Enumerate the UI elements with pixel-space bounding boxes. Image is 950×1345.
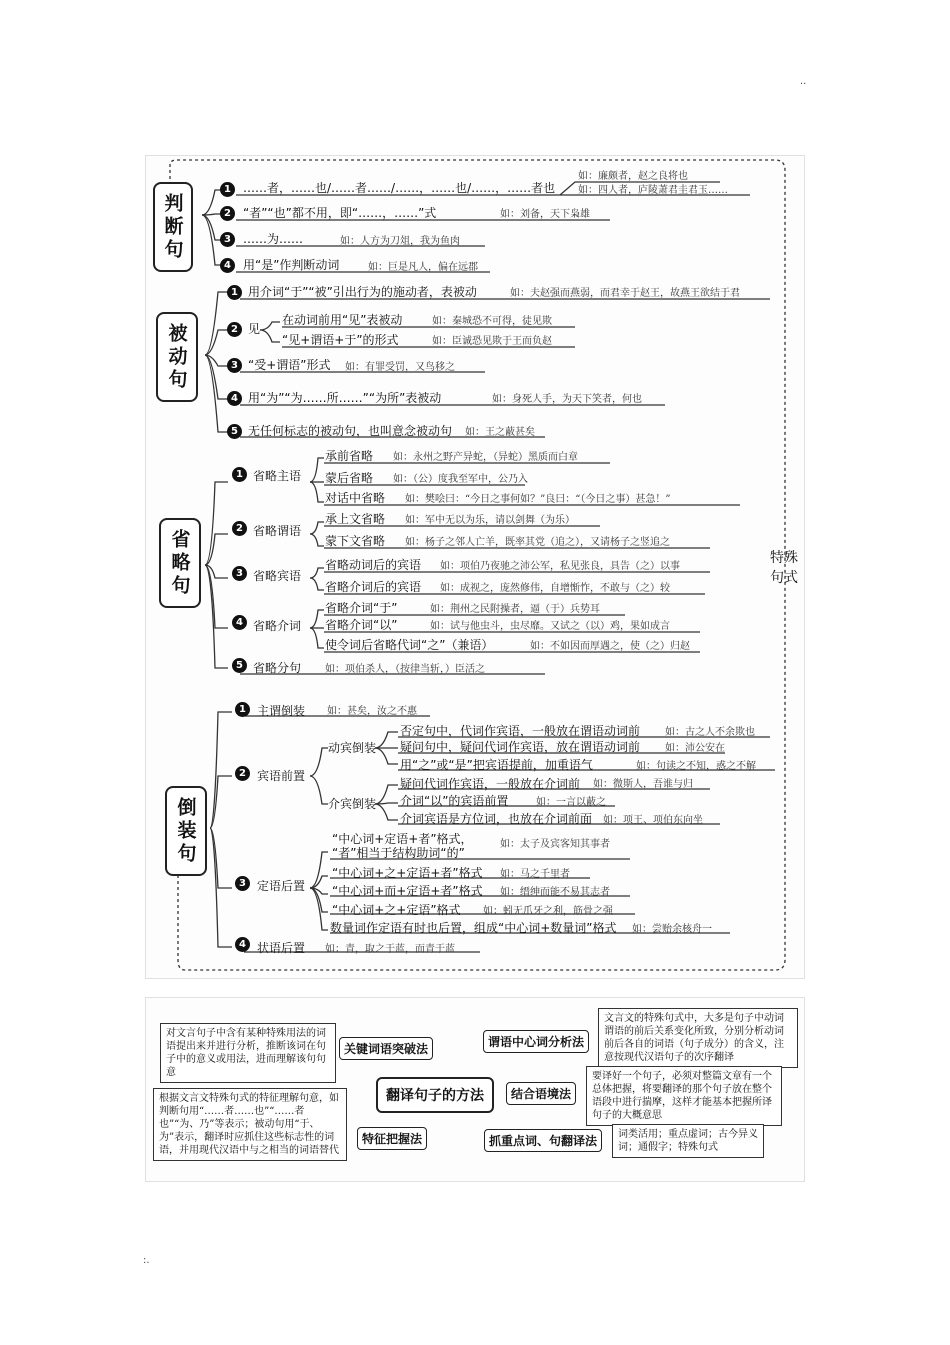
invert-item-2: 宾语前置 — [257, 769, 306, 783]
judge-example-1b: 如：四人者，庐陵萧君圭君玉…… — [578, 185, 728, 196]
omit-sub-4-1: 省略介词“于” — [325, 601, 398, 615]
method-note: 词类活用；重点虚词；古今异义词；通假字；特殊句式 — [612, 1124, 764, 1158]
category-invert: 倒装句 — [165, 786, 207, 876]
invert-group-2: 介宾倒装 — [328, 797, 377, 811]
num-badge: 5 — [232, 658, 247, 673]
omit-sub-3-2: 省略介词后的宾语 — [325, 580, 422, 594]
invert-example-4: 如：青，取之于蓝，而青于蓝 — [325, 944, 455, 955]
passive-sub-1: 在动词前用“见”表被动 — [282, 313, 403, 327]
invert-sub: “中心词+而+定语+者”格式 — [332, 884, 483, 898]
omit-sub-example: 如：杨子之邻人亡羊，既率其党（追之），又请杨子之竖追之 — [405, 537, 670, 548]
method-right-1: 谓语中心词分析法 — [483, 1030, 589, 1053]
omit-item-4: 省略介词 — [253, 619, 302, 633]
omit-example-5: 如：项伯杀人，（按律当斩，）臣活之 — [325, 664, 485, 675]
num-badge: 3 — [227, 358, 242, 373]
corner-mark: .. — [800, 76, 807, 87]
invert-sub-example: 如：蚓无爪牙之利，筋骨之强 — [483, 906, 613, 917]
omit-sub-example: 如：成视之，庞然修伟，自增惭怍，不敢与（之）较 — [440, 583, 670, 594]
num-badge: 4 — [220, 258, 235, 273]
invert-sub: “中心词+定语+者”格式， — [332, 832, 473, 846]
omit-sub-example: 如：项伯乃夜驰之沛公军，私见张良，具告（之）以事 — [440, 561, 680, 572]
omit-item-2: 省略谓语 — [253, 524, 302, 538]
passive-sub-example-2: 如：臣诚恐见欺于王而负赵 — [432, 336, 552, 347]
num-badge: 1 — [220, 182, 235, 197]
omit-sub-example: 如：荆州之民附操者，逼（于）兵势耳 — [430, 604, 600, 615]
judge-example-4: 如：巨是凡人，偏在远郡 — [368, 262, 478, 273]
num-badge: 1 — [235, 702, 250, 717]
passive-sub-2: “见+谓语+于”的形式 — [282, 333, 399, 347]
passive-example-5: 如：王之蔽甚矣 — [465, 427, 535, 438]
passive-item-4: 用“为”“为……所……”“为所”表被动 — [248, 391, 442, 405]
num-badge: 3 — [235, 876, 250, 891]
num-badge: 1 — [227, 285, 242, 300]
passive-item-5: 无任何标志的被动句，也叫意念被动句 — [248, 424, 453, 438]
omit-sub-1-1: 承前省略 — [325, 449, 374, 463]
num-badge: 5 — [227, 424, 242, 439]
passive-sub-example-1: 如：秦城恐不可得，徒见欺 — [432, 316, 552, 327]
invert-sub: 介词宾语是方位词，也放在介词前面 — [400, 812, 593, 826]
category-judge: 判断句 — [153, 182, 193, 272]
invert-item-3: 定语后置 — [257, 879, 306, 893]
method-right-3: 抓重点词、句翻译法 — [484, 1129, 602, 1152]
invert-sub: “中心词+之+定语”格式 — [332, 903, 461, 917]
invert-sub-example: 如：项王、项伯东向坐 — [603, 815, 703, 826]
corner-mark: :. — [143, 1255, 150, 1266]
invert-sub-example: 如：缙绅而能不易其志者 — [500, 887, 610, 898]
num-badge: 2 — [220, 206, 235, 221]
invert-item-4: 状语后置 — [257, 941, 306, 955]
num-badge: 2 — [235, 766, 250, 781]
invert-group-1: 动宾倒装 — [328, 741, 377, 755]
num-badge: 4 — [232, 615, 247, 630]
num-badge: 2 — [232, 521, 247, 536]
invert-sub: 用“之”或“是”把宾语提前，加重语气 — [400, 758, 593, 772]
invert-sub-example: 如：马之千里者 — [500, 869, 570, 880]
passive-example-3: 如：有罪受罚，又鸟移之 — [345, 362, 455, 373]
method-left-1: 关键词语突破法 — [339, 1037, 433, 1060]
invert-item-1: 主谓倒装 — [257, 704, 306, 718]
judge-example-2: 如：刘备，天下枭雄 — [500, 209, 590, 220]
judge-item-4: 用“是”作判断动词 — [243, 258, 340, 272]
category-passive: 被动句 — [156, 312, 198, 402]
invert-sub-example: 如：句读之不知，惑之不解 — [636, 761, 756, 772]
invert-sub-example: 如：沛公安在 — [665, 743, 725, 754]
invert-sub-example: 如：微斯人，吾谁与归 — [593, 779, 693, 790]
num-badge: 4 — [235, 937, 250, 952]
judge-example-1a: 如：廉颇者，赵之良将也 — [578, 171, 688, 182]
invert-sub: “中心词+之+定语+者”格式 — [332, 866, 483, 880]
method-note: 要译好一个句子，必须对整篇文章有一个总体把握，将要翻译的那个句子放在整个语段中进行揣摩，这样才能基本把握所译句子的大概意思 — [586, 1066, 782, 1126]
method-note: 根据文言文特殊句式的特征理解句意，如判断句用“……者……也”“……者也”“为、乃”等表示；被动句用“于、为”表示，翻译时应抓住这些标志性的词语，并用现代汉语中与之相当的词语替代 — [153, 1088, 347, 1161]
invert-sub-example: 如：尝贻余核舟一 — [632, 924, 712, 935]
judge-item-3: ……为…… — [243, 232, 304, 246]
passive-item-3: “受+谓语”形式 — [248, 358, 331, 372]
invert-sub: 疑问句中，疑问代词作宾语，放在谓语动词前 — [400, 740, 641, 754]
invert-sub: 否定句中，代词作宾语，一般放在谓语动词前 — [400, 724, 641, 738]
omit-sub-example: 如：不如因而厚遇之，使（之）归赵 — [530, 641, 690, 652]
omit-item-3: 省略宾语 — [253, 569, 302, 583]
judge-item-1: ……者，……也/……者……/……，……也/……，……者也 — [243, 181, 556, 195]
side-label: 特殊 句式 — [770, 550, 798, 586]
omit-sub-example: 如：（公）度我至军中，公乃入 — [393, 474, 528, 485]
omit-sub-2-1: 承上文省略 — [325, 512, 386, 526]
invert-sub: “者”相当于结构助词“的” — [332, 846, 465, 860]
invert-sub: 疑问代词作宾语，一般放在介词前 — [400, 777, 581, 791]
invert-sub: 数量词作定语有时也后置，组成“中心词+数量词”格式 — [330, 921, 617, 935]
omit-sub-4-2: 省略介词“以” — [325, 618, 398, 632]
num-badge: 1 — [232, 467, 247, 482]
omit-sub-1-3: 对话中省略 — [325, 491, 386, 505]
method-center: 翻译句子的方法 — [376, 1077, 494, 1113]
omit-sub-1-2: 蒙后省略 — [325, 471, 374, 485]
method-note: 文言文的特殊句式中，大多是句子中动词谓语的前后关系变化所致，分别分析动词前后各自的词语（句子成分）的含义，注意按现代汉语句子的次序翻译 — [598, 1008, 798, 1068]
passive-item-1: 用介词“于”“被”引出行为的施动者，表被动 — [248, 285, 477, 299]
omit-sub-2-2: 蒙下文省略 — [325, 534, 386, 548]
invert-example-1: 如：甚矣，汝之不惠 — [327, 706, 417, 717]
passive-item-2: 见 — [248, 322, 261, 336]
passive-example-1: 如：夫赵强而燕弱，而君幸于赵王，故燕王欲结于君 — [510, 288, 740, 299]
omit-sub-example: 如：樊哙曰：“今日之事何如？”良曰：“（今日之事）甚急！” — [405, 494, 671, 505]
judge-item-2: “者”“也”都不用，即“……，……”式 — [243, 206, 437, 220]
method-note: 对文言句子中含有某种特殊用法的词语提出来并进行分析，推断该词在句子中的意义或用法，进而理解该句句意 — [160, 1023, 336, 1083]
num-badge: 2 — [227, 322, 242, 337]
invert-sub: 介词“以”的宾语前置 — [400, 794, 509, 808]
invert-sub-example: 如：古之人不余欺也 — [665, 727, 755, 738]
method-left-2: 特征把握法 — [357, 1127, 427, 1150]
omit-sub-example: 如：军中无以为乐，请以剑舞（为乐） — [405, 515, 575, 526]
omit-sub-example: 如：试与他虫斗，虫尽靡。又试之（以）鸡，果如成言 — [430, 621, 670, 632]
method-right-2: 结合语境法 — [506, 1082, 576, 1105]
judge-example-3: 如：人方为刀俎，我为鱼肉 — [340, 236, 460, 247]
omit-item-5: 省略分句 — [253, 661, 302, 675]
num-badge: 4 — [227, 391, 242, 406]
num-badge: 3 — [232, 566, 247, 581]
category-omit: 省略句 — [159, 518, 201, 608]
omit-sub-3-1: 省略动词后的宾语 — [325, 558, 422, 572]
num-badge: 3 — [220, 232, 235, 247]
omit-item-1: 省略主语 — [253, 469, 302, 483]
invert-sub-example: 如：太子及宾客知其事者 — [500, 839, 610, 850]
passive-example-4: 如：身死人手，为天下笑者，何也 — [492, 394, 642, 405]
omit-sub-example: 如：永州之野产异蛇，（异蛇）黑质而白章 — [393, 452, 578, 463]
omit-sub-4-3: 使令词后省略代词“之”（兼语） — [325, 638, 494, 652]
invert-sub-example: 如：一言以蔽之 — [536, 797, 606, 808]
